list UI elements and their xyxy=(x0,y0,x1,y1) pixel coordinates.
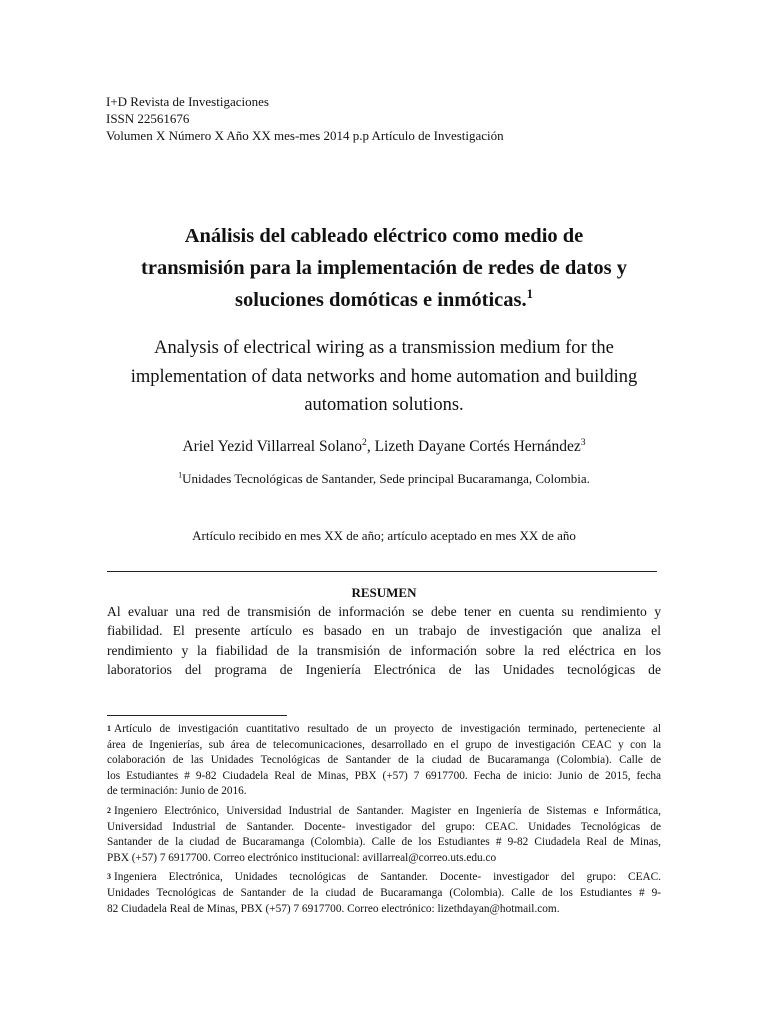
english-title-line: Analysis of electrical wiring as a transmission medium for the xyxy=(154,338,614,358)
article-title xyxy=(60,220,708,316)
footnote-line: los Estudiantes # 9-82 Ciudadela Real de Minas, PBX (+57) 7 6917700. Fecha de inicio: Junio de 2015, fecha xyxy=(107,769,661,782)
abstract-heading: RESUMEN xyxy=(351,585,417,600)
author-footnote-mark[interactable]: 2 xyxy=(362,436,367,448)
footnote-text: Artículo de investigación cuantitativo resultado de un proyecto de investigación terminado, perteneciente al xyxy=(114,723,661,735)
footnote-line: 82 Ciudadela Real de Minas, PBX (+57) 7 6917700. Correo electrónico: lizethdayan@hotmail.com. xyxy=(107,902,560,915)
title-line-last xyxy=(60,284,708,316)
footnote-3 xyxy=(107,870,661,917)
footnote-line xyxy=(107,804,661,820)
affiliation-mark: 1 xyxy=(178,470,183,480)
section-divider xyxy=(107,571,657,572)
received-dates: Artículo recibido en mes XX de año; artículo aceptado en mes XX de año xyxy=(192,528,576,543)
author-separator: , xyxy=(366,438,375,455)
author-name: Ariel Yezid Villarreal Solano xyxy=(182,438,363,455)
abstract-line: rendimiento y la fiabilidad de la transmisión de información sobre la red eléctrica en los xyxy=(107,642,661,658)
journal-volume: Volumen X Número X Año XX mes-mes 2014 p.p Artículo de Investigación xyxy=(106,128,504,143)
abstract-body xyxy=(107,602,661,679)
footnote-mark: 2 xyxy=(107,805,111,815)
title-line: soluciones domóticas e inmóticas. xyxy=(235,289,527,311)
footnote-line: de terminación: Junio de 2016. xyxy=(107,785,247,798)
author-list xyxy=(0,436,768,458)
english-title xyxy=(60,334,708,420)
footnote-2 xyxy=(107,804,661,866)
author-name: Lizeth Dayane Cortés Hernández xyxy=(374,438,581,455)
footnotes xyxy=(107,722,661,921)
abstract-line: Al evaluar una red de transmisión de información se debe tener en cuenta su rendimiento y xyxy=(107,604,661,619)
english-title-line: implementation of data networks and home automation and building xyxy=(130,366,638,387)
footnote-divider xyxy=(107,715,287,716)
journal-issn: ISSN 22561676 xyxy=(106,111,190,126)
footnote-line xyxy=(107,870,661,886)
footnote-line: colaboración de las Unidades Tecnológicas de Santander de la ciudad de Bucaramanga (Colombia). Calle de xyxy=(107,754,661,767)
footnote-text: Ingeniero Electrónico, Universidad Industrial de Santander. Magister en Ingeniería de Sistemas e Informática, xyxy=(114,804,661,817)
affiliation xyxy=(0,470,768,488)
journal-name: I+D Revista de Investigaciones xyxy=(106,94,269,109)
title-line: Análisis del cableado eléctrico como medio de xyxy=(184,225,584,247)
title-line: transmisión para la implementación de redes de datos y xyxy=(141,257,627,279)
abstract-line: fiabilidad. El presente artículo es basado en un trabajo de investigación que analiza el xyxy=(107,623,661,639)
author-footnote-mark[interactable]: 3 xyxy=(580,436,586,448)
journal-header xyxy=(106,93,504,144)
affiliation-text: Unidades Tecnológicas de Santander, Sede principal Bucaramanga, Colombia. xyxy=(182,471,590,486)
footnote-line: Universidad Industrial de Santander. Docente- investigador del grupo: CEAC. Unidades Tecnológicas de xyxy=(107,820,661,833)
footnote-line xyxy=(107,722,661,738)
title-footnote-mark[interactable]: 1 xyxy=(526,287,533,302)
footnote-1 xyxy=(107,722,661,800)
footnote-mark: 3 xyxy=(107,872,111,882)
footnote-line: Unidades Tecnológicas de Santander de la ciudad de Bucaramanga (Colombia). Calle de los Estudiantes # 9- xyxy=(107,886,661,899)
english-title-line: automation solutions. xyxy=(304,395,464,415)
footnote-line: Santander de la ciudad de Bucaramanga (Colombia). Calle de los Estudiantes # 9-82 Ciudadela Real de Minas, xyxy=(107,836,661,849)
footnote-mark: 1 xyxy=(107,724,111,733)
footnote-line: PBX (+57) 7 6917700. Correo electrónico institucional: avillarreal@correo.uts.edu.co xyxy=(107,851,497,864)
abstract-line: laboratorios del programa de Ingeniería Electrónica de las Unidades tecnológicas de xyxy=(107,661,661,677)
footnote-line: área de Ingenierías, sub área de telecomunicaciones, desarrollado en el grupo de investigación CEAC y con la xyxy=(107,738,661,751)
footnote-text: Ingeniera Electrónica, Unidades tecnológicas de Santander. Docente- investigador del grupo: CEAC. xyxy=(114,871,661,884)
